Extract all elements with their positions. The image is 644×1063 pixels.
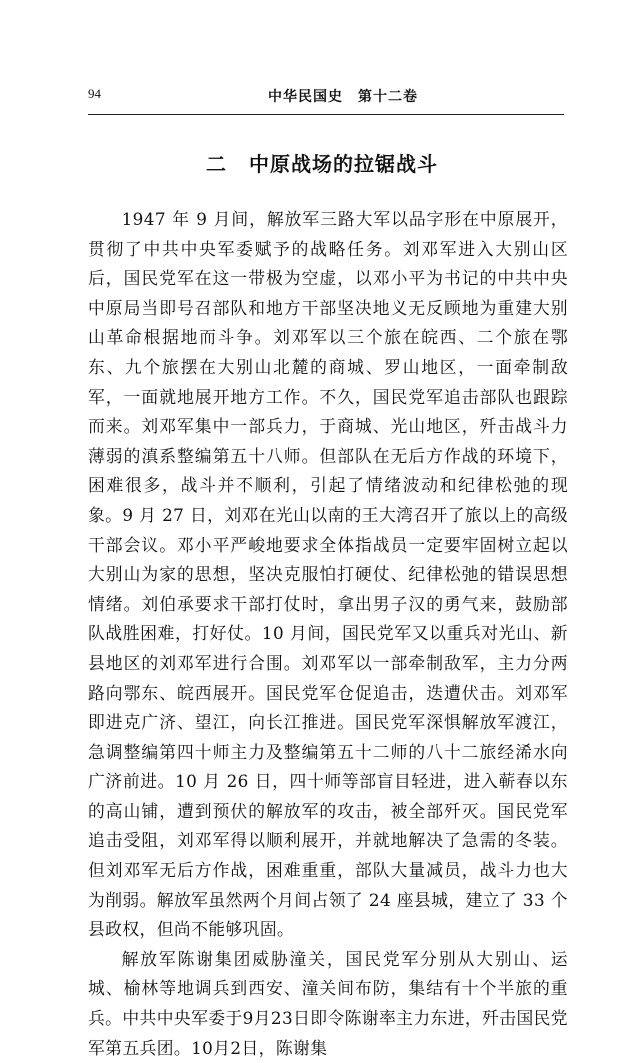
- body-text: [88, 205, 568, 1063]
- running-title: 中华民国史 第十二卷: [268, 89, 418, 105]
- section-title: 中原战场的拉锯战斗: [249, 152, 438, 176]
- header-rule: [88, 114, 564, 115]
- section-number: 二: [206, 152, 227, 176]
- page-header: [88, 86, 564, 108]
- section-heading: [0, 148, 644, 177]
- page-number: 94: [88, 86, 101, 101]
- paragraph-1: 1947 年 9 月间，解放军三路大军以品字形在中原展开，贯彻了中共中央军委赋予的战略任务。刘邓军进入大别山区后，国民党军在这一带极为空虚，以邓小平为书记的中共中央中原局当即号召部队和地方干部坚决地义无反顾地为重建大别山革命根据地而斗争。刘邓军以三个旅在皖西、二个旅在鄂东、九个旅摆在大别山北麓的商城、罗山地区，一面牵制敌军，一面就地展开地方工作。不久，国民党军追击部队也跟踪而来。刘邓军集中一部兵力，于商城、光山地区，歼击战斗力薄弱的滇系整编第五十八师。但部队在无后方作战的环境下，困难很多，战斗并不顺利，引起了情绪波动和纪律松弛的现象。9 月 27 日，刘邓在光山以南的王大湾召开了旅以上的高级干部会议。邓小平严峻地要求全体指战员一定要牢固树立起以大别山为家的思想，坚决克服怕打硬仗、纪律松弛的错误思想情绪。刘伯承要求干部打仗时，拿出男子汉的勇气来，鼓励部队战胜困难，打好仗。10 月间，国民党军又以重兵对光山、新县地区的刘邓军进行合围。刘邓军以一部牵制敌军，主力分两路向鄂东、皖西展开。国民党军仓促追击，迭遭伏击。刘邓军即进克广济、望江，向长江推进。国民党军深惧解放军渡江，急调整编第四十师主力及整编第五十二师的八十二旅经浠水向广济前进。10 月 26 日，四十师等部盲目轻进，进入蕲春以东的高山铺，遭到预伏的解放军的攻击，被全部歼灭。国民党军追击受阻，刘邓军得以顺利展开，并就地解决了急需的冬装。但刘邓军无后方作战，困难重重，部队大量减员，战斗力也大为削弱。解放军虽然两个月间占领了 24 座县城，建立了 33 个县政权，但尚不能够巩固。: [88, 209, 568, 940]
- paragraph-2: 解放军陈谢集团威胁潼关，国民党军分别从大别山、运城、榆林等地调兵到西安、潼关间布防，集结有十个半旅的重兵。中共中央军委于9月23日即令陈谢率主力东进，歼击国民党军第五兵团。10月2日，陈谢集: [88, 948, 568, 1058]
